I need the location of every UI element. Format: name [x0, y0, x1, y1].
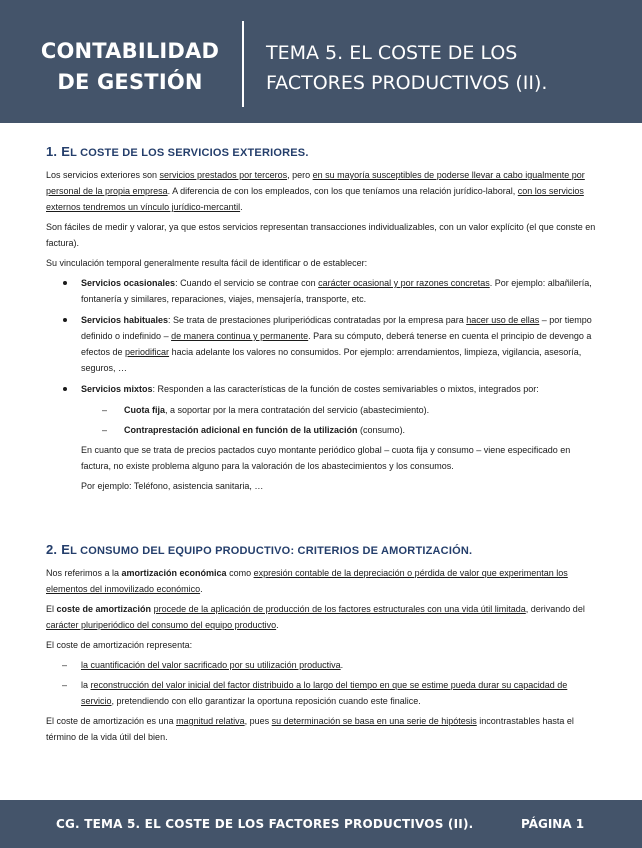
- bold-term: Cuota fija: [124, 405, 166, 415]
- bullet-icon: [63, 318, 67, 322]
- topic-title: [266, 38, 626, 98]
- paragraph: En cuanto que se trata de precios pactados cuyo montante periódico global – cuota fija y consumo – viene especificado en factura, no existe problema alguno para la valoración de los abastecimientos y los consumos.: [81, 445, 571, 471]
- text: – por tiempo definido o indefinido –: [81, 315, 592, 341]
- text: . Para su cómputo, deberá tenerse en cuenta el principio de devengo a efectos de: [81, 331, 592, 357]
- section-1-heading: [46, 144, 598, 161]
- section-2-title: L CONSUMO DEL EQUIPO PRODUCTIVO: CRITERIOS DE AMORTIZACIÓN.: [70, 545, 473, 557]
- paragraph: El coste de amortización representa:: [46, 640, 193, 650]
- text: . Por ejemplo: albañilería, fontanería y similares, reparaciones, viajes, mensajería, transporte, etc.: [81, 278, 592, 304]
- list-item: [46, 275, 598, 307]
- text: , derivando del: [525, 604, 585, 614]
- section-1-title-initial: E: [61, 144, 71, 159]
- underlined-text: la cuantificación del valor sacrificado por su utilización productiva: [81, 660, 341, 670]
- bullet-icon: [63, 387, 67, 391]
- dash-list-item: [46, 657, 598, 673]
- underlined-text: reconstrucción del valor inicial del factor distribuido a lo largo del tiempo en que se estime pueda durar su capacidad de servicio: [81, 680, 568, 706]
- underlined-text: con los servicios externos tendremos un vínculo jurídico-mercantil: [46, 186, 584, 212]
- text: . A diferencia de con los empleados, con los que teníamos una relación jurídico-laboral,: [167, 186, 518, 196]
- text: : Responden a las características de la función de costes semivariables o mixtos, integrados por:: [152, 384, 539, 394]
- dash-icon: –: [102, 425, 108, 435]
- text: .: [200, 584, 203, 594]
- text: Los servicios exteriores son: [46, 170, 160, 180]
- underlined-text: carácter ocasional y por razones concretas: [318, 278, 490, 288]
- underlined-text: expresión contable de la depreciación o pérdida de valor que experimentan los elementos del inmovilizado económico: [46, 568, 568, 594]
- text: , a soportar por la mera contratación del servicio (abastecimiento).: [165, 405, 430, 415]
- subject-title: [30, 36, 230, 98]
- text: : Cuando el servicio se contrae con: [175, 278, 319, 288]
- bold-term: coste de amortización: [56, 604, 152, 614]
- dash-icon: –: [62, 680, 68, 690]
- underlined-text: en su mayoría susceptibles de poderse llevar a cabo igualmente por personal de la propia empresa: [46, 170, 585, 196]
- dash-icon: –: [102, 405, 108, 415]
- paragraph: [46, 565, 598, 597]
- underlined-text: de manera continua y permanente: [171, 331, 309, 341]
- text: .: [276, 620, 279, 630]
- topic-title-line2: FACTORES PRODUCTIVOS (II).: [266, 72, 548, 94]
- paragraph: Son fáciles de medir y valorar, ya que estos servicios representan transacciones individualizables, con un valor explícito (el que conste en factura).: [46, 222, 596, 248]
- bold-term: Servicios habituales: [81, 315, 169, 325]
- sub-list-item: [46, 422, 598, 438]
- page-content: [46, 144, 598, 749]
- page-number: PÁGINA 1: [521, 817, 585, 831]
- footer-title: CG. TEMA 5. EL COSTE DE LOS FACTORES PRODUCTIVOS (II).: [56, 817, 474, 831]
- text: , pretendiendo con ello garantizar la oportuna reposición cuando este finalice.: [111, 696, 421, 706]
- paragraph: [46, 713, 598, 745]
- paragraph: Su vinculación temporal generalmente resulta fácil de identificar o de establecer:: [46, 258, 368, 268]
- text: hacia adelante los valores no consumidos. Por ejemplo: arrendamientos, limpieza, vigilancia, asesoría, seguros, …: [81, 347, 582, 373]
- text: incontrastables hasta el término de la vida útil del bien.: [46, 716, 574, 742]
- section-1-title: L COSTE DE LOS SERVICIOS EXTERIORES.: [70, 147, 309, 159]
- section-2-title-initial: E: [61, 542, 71, 557]
- subject-title-line2: DE GESTIÓN: [57, 70, 203, 94]
- list-item: [46, 312, 598, 376]
- bullet-list: [46, 275, 598, 397]
- dash-list-item: [46, 677, 598, 709]
- topic-title-line1: TEMA 5. EL COSTE DE LOS: [266, 42, 518, 64]
- text: (consumo).: [357, 425, 406, 435]
- text: Nos referimos a la: [46, 568, 122, 578]
- bold-term: Contraprestación adicional en función de la utilización: [124, 425, 358, 435]
- dash-icon: –: [62, 660, 68, 670]
- underlined-text: servicios prestados por terceros: [159, 170, 288, 180]
- underlined-text: magnitud relativa: [176, 716, 245, 726]
- paragraph: [46, 601, 598, 633]
- section-1-number: 1.: [46, 144, 58, 159]
- text: .: [240, 202, 243, 212]
- section-2-number: 2.: [46, 542, 58, 557]
- underlined-text: hacer uso de ellas: [466, 315, 540, 325]
- text: El coste de amortización es una: [46, 716, 177, 726]
- subject-title-line1: CONTABILIDAD: [40, 39, 220, 63]
- paragraph: Por ejemplo: Teléfono, asistencia sanitaria, …: [81, 481, 264, 491]
- list-item: [46, 381, 598, 397]
- bold-term: Servicios mixtos: [81, 384, 153, 394]
- spacer: [46, 498, 598, 542]
- section-2-heading: [46, 542, 598, 559]
- text: , pero: [287, 170, 313, 180]
- text: la: [81, 680, 91, 690]
- underlined-text: carácter pluriperiódico del consumo del equipo productivo: [46, 620, 277, 630]
- text: El: [46, 604, 57, 614]
- bullet-icon: [63, 281, 67, 285]
- underlined-text: su determinación se basa en una serie de hipótesis: [271, 716, 477, 726]
- underlined-text: periodificar: [125, 347, 170, 357]
- paragraph: [46, 167, 598, 215]
- page-header: [0, 0, 642, 123]
- text: , pues: [244, 716, 272, 726]
- bold-term: Servicios ocasionales: [81, 278, 176, 288]
- text: : Se trata de prestaciones pluriperiódicas contratadas por la empresa para: [168, 315, 467, 325]
- underlined-text: procede de la aplicación de producción de los factores estructurales con una vida útil limitada: [153, 604, 526, 614]
- header-divider: [242, 21, 244, 107]
- sub-list-item: [46, 402, 598, 418]
- text: como: [226, 568, 254, 578]
- page-footer: [0, 800, 642, 848]
- bold-term: amortización económica: [121, 568, 227, 578]
- text: .: [340, 660, 344, 670]
